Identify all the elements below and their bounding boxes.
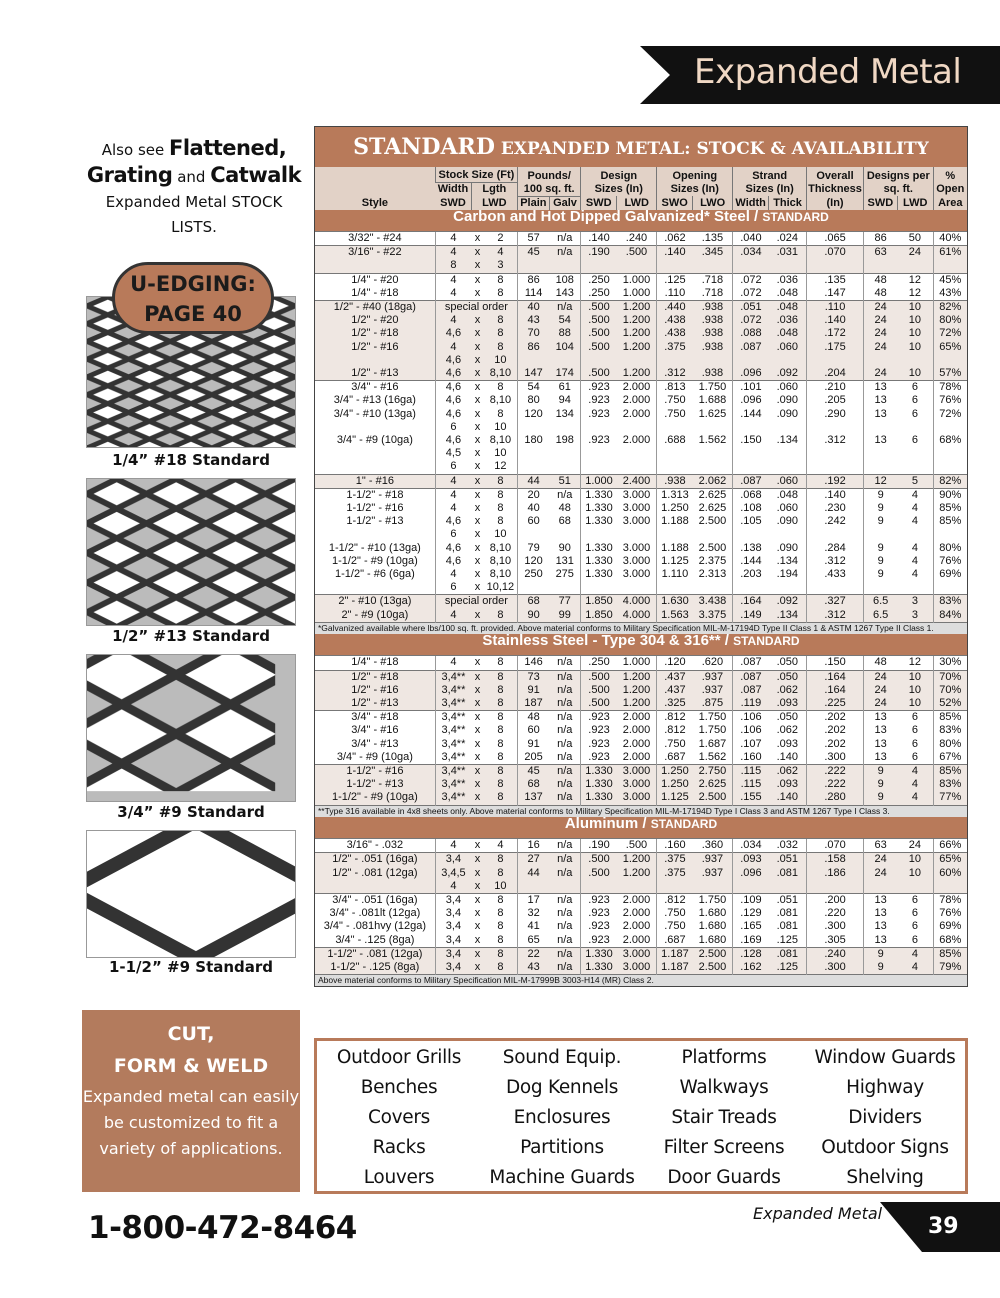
- header-style: Style: [315, 167, 435, 210]
- application-item: Shelving: [846, 1167, 924, 1188]
- material-group-header: Stainless Steel - Type 304 & 316** / STANDARD: [315, 634, 967, 656]
- footer-section-name: Expanded Metal: [753, 1204, 883, 1223]
- application-item: Machine Guards: [489, 1167, 635, 1188]
- application-item: Door Guards: [667, 1167, 781, 1188]
- application-item: Outdoor Grills: [336, 1047, 462, 1068]
- page-number: 39: [928, 1214, 959, 1239]
- mesh-sample-image-4: [86, 830, 296, 958]
- table-row: 1/2" - .081 (12ga) 3,4,5 x 8 44 n/a .500 1.200 .375 .937 .096 .081 .186 24 10 60%: [315, 867, 967, 880]
- mesh-sample-image-3: [86, 654, 296, 802]
- stock-availability-table: [314, 126, 968, 987]
- application-item: Window Guards: [814, 1047, 956, 1068]
- table-row: 3/4" - #10 (13ga) 4,6 x 8 120 134 .923 2.000 .750 1.625 .144 .090 .290 13 6 72%: [315, 408, 967, 421]
- table-footnote: Above material conforms to Military Specification MIL-M-17999B 3003-H14 (MR) Class 2.: [315, 975, 967, 987]
- table-row: 1-1/2" - .081 (12ga) 3,4 x 8 22 n/a 1.330 3.000 1.187 2.500 .128 .081 .240 9 4 85%: [315, 947, 967, 961]
- application-item: Platforms: [681, 1047, 767, 1068]
- header-designs-per: Designs per: [864, 167, 934, 183]
- application-item: Sound Equip.: [502, 1047, 622, 1068]
- table-row: 6 x 10: [315, 528, 967, 541]
- applications-list: [314, 1038, 968, 1194]
- table-row: 3/16" - .032 4 x 4 16 n/a .190 .500 .160 .360 .034 .032 .070 63 24 66%: [315, 839, 967, 853]
- mesh-sample-image-2: [86, 478, 296, 626]
- header-overall: Overall Thickness: [807, 167, 864, 196]
- table-row: 1/4" - #20 4 x 8 86 108 .250 1.000 .125 .718 .072 .036 .135 48 12 45%: [315, 273, 967, 287]
- table-row: 1/2" - #16 4 x 8 86 104 .500 1.200 .375 .938 .087 .060 .175 24 10 65%: [315, 341, 967, 354]
- table-row: 3/4" - .051 (16ga) 3,4 x 8 17 n/a .923 2.000 .812 1.750 .109 .051 .200 13 6 78%: [315, 893, 967, 907]
- table-row: 3/16" - #22 4 x 4 45 n/a .190 .500 .140 .345 .034 .031 .070 63 24 61%: [315, 246, 967, 260]
- table-row: 3/32" - #24 4 x 2 57 n/a .140 .240 .062 .135 .040 .024 .065 86 50 40%: [315, 232, 967, 246]
- table-row: 1/2" - .051 (16ga) 3,4 x 8 27 n/a .500 1.200 .375 .937 .093 .051 .158 24 10 65%: [315, 853, 967, 867]
- table-row: 1" - #16 4 x 8 44 51 1.000 2.400 .938 2.062 .087 .060 .192 12 5 82%: [315, 474, 967, 488]
- table-row: 1/4" - #18 4 x 8 146 n/a .250 1.000 .120 .620 .087 .050 .150 48 12 30%: [315, 656, 967, 670]
- table-row: 1-1/2" - #13 3,4** x 8 68 n/a 1.330 3.000 1.250 2.625 .115 .093 .222 9 4 83%: [315, 778, 967, 791]
- table-row: 1/2" - #13 4,6 x 8,10 147 174 .500 1.200 .312 .938 .096 .092 .204 24 10 57%: [315, 367, 967, 381]
- table-row: 6 x 12: [315, 460, 967, 474]
- cut-form-weld-panel: CUT, FORM & WELD Expanded metal can easily be customized to fit a variety of applications.: [82, 1010, 300, 1192]
- application-item: Stair Treads: [671, 1107, 777, 1128]
- table-row: 3/4" - #13 3,4** x 8 91 n/a .923 2.000 .750 1.687 .107 .093 .202 13 6 80%: [315, 738, 967, 751]
- table-footnote: *Galvanized available where lbs/100 sq. ft. provided. Above material conforms to Military Specification MIL-M-17194D Type II Class 1 & ASTM 1267 Type II Class 1.: [315, 622, 967, 634]
- application-item: Walkways: [679, 1077, 769, 1098]
- table-row: 3/4" - #9 (10ga) 3,4** x 8 205 n/a .923 2.000 .687 1.562 .160 .140 .300 13 6 67%: [315, 751, 967, 765]
- table-row: 1/2" - #20 4 x 8 43 54 .500 1.200 .438 .938 .072 .036 .140 24 10 80%: [315, 314, 967, 327]
- table-row: 1-1/2" - #9 (10ga) 3,4** x 8 137 n/a 1.330 3.000 1.125 2.500 .155 .140 .280 9 4 77%: [315, 791, 967, 805]
- table-row: 3/4" - #13 (16ga) 4,6 x 8,10 80 94 .923 2.000 .750 1.688 .096 .090 .205 13 6 76%: [315, 394, 967, 407]
- table-row: 1-1/2" - #9 (10ga) 4,6 x 8,10 120 131 1.330 3.000 1.125 2.375 .144 .134 .312 9 4 76%: [315, 555, 967, 568]
- application-item: Outdoor Signs: [821, 1137, 949, 1158]
- see-also-note: Also see Flattened, Grating and Catwalk Expanded Metal STOCK LISTS.: [86, 136, 302, 236]
- table-row: 1-1/2" - #16 4 x 8 40 48 1.330 3.000 1.250 2.625 .108 .060 .230 9 4 85%: [315, 502, 967, 515]
- table-row: 1-1/2" - #16 3,4** x 8 45 n/a 1.330 3.000 1.250 2.750 .115 .062 .222 9 4 85%: [315, 765, 967, 779]
- header-pounds: Pounds/: [518, 167, 581, 183]
- table-row: 1-1/2" - .125 (8ga) 3,4 x 8 43 n/a 1.330 3.000 1.187 2.500 .162 .125 .300 9 4 79%: [315, 961, 967, 975]
- page-title: Expanded Metal: [694, 52, 962, 92]
- application-item: Covers: [367, 1107, 430, 1128]
- material-group-header: Aluminum / STANDARD: [315, 817, 967, 839]
- table-row: 1/2" - #16 3,4** x 8 91 n/a .500 1.200 .437 .937 .087 .062 .164 24 10 70%: [315, 684, 967, 697]
- application-item: Louvers: [363, 1167, 435, 1188]
- header-open-area: % Open: [933, 167, 967, 196]
- application-item: Racks: [372, 1137, 426, 1158]
- table-row: 2" - #10 (13ga) special order 68 77 1.850 4.000 1.630 3.438 .164 .092 .327 6.5 3 83%: [315, 595, 967, 609]
- stock-table-body: [315, 210, 967, 987]
- application-item: Partitions: [520, 1137, 604, 1158]
- table-row: 3/4" - #9 (10ga) 4,6 x 8,10 180 198 .923 2.000 .688 1.562 .150 .134 .312 13 6 68%: [315, 434, 967, 447]
- header-stock-size: Stock Size (Ft): [435, 167, 517, 183]
- table-row: 8 x 3: [315, 259, 967, 273]
- application-item: Dog Kennels: [505, 1077, 619, 1098]
- table-row: 1-1/2" - #10 (13ga) 4,6 x 8,10 79 90 1.330 3.000 1.188 2.500 .138 .090 .284 9 4 80%: [315, 542, 967, 555]
- table-row: 3/4" - .081lt (12ga) 3,4 x 8 32 n/a .923 2.000 .750 1.680 .129 .081 .220 13 6 76%: [315, 907, 967, 920]
- table-row: 3/4" - #18 3,4** x 8 48 n/a .923 2.000 .812 1.750 .106 .050 .202 13 6 85%: [315, 711, 967, 725]
- table-row: 6 x 10: [315, 421, 967, 434]
- header-strand: Strand: [733, 167, 807, 183]
- table-row: 4,6 x 10: [315, 354, 967, 367]
- application-item: Highway: [846, 1077, 924, 1098]
- table-row: 1-1/2" - #13 4,6 x 8 60 68 1.330 3.000 1.188 2.500 .105 .090 .242 9 4 85%: [315, 515, 967, 528]
- application-item: Dividers: [848, 1107, 922, 1128]
- mesh-caption-4: 1-1/2” #9 Standard: [108, 958, 274, 976]
- table-row: 4 x 10: [315, 880, 967, 894]
- table-row: 3/4" - #16 4,6 x 8 54 61 .923 2.000 .813 1.750 .101 .060 .210 13 6 78%: [315, 381, 967, 395]
- application-item: Benches: [360, 1077, 438, 1098]
- table-row: 6 x 10,12: [315, 581, 967, 595]
- table-row: 2" - #9 (10ga) 4 x 8 90 99 1.850 4.000 1.563 3.375 .149 .134 .312 6.5 3 84%: [315, 609, 967, 623]
- stock-table: Style Stock Size (Ft) Pounds/ Design Opening Strand Overall Thickness Designs per % Open Width Lgth 100 sq. ft. Sizes (In) Sizes (In) Sizes (In) sq. ft. SWD LWD Plain Galv SWD LWD SWO LWO Width Thick (In) SWD LWD Area Carbon and Hot Dipped Galvanized* Steel / STANDARD 3/32" - #24 4 x 2 57 n/a .140 .240 .062 .135 .040 .024 .065 86 50 40% 3/16" - #22 4 x 4 45 n/a .190 .500 .140 .345 .034 .031 .070 63 24 61% 8 x 3 1/4" - #20 4 x 8 86 108 .250 1.000 .125 .718 .072 .036 .135 48 12 45% 1/4" - #18 4 x 8 114 143 .250 1.000 .110 .718 .072 .048 .147 48 12 43% 1/2" - #40 (18ga) special order 40 n/a .500 1.200 .440 .938 .051 .048 .110 24 10 82% 1/2" - #20 4 x 8 43 54 .500 1.200 .438 .938 .072 .036 .140 24 10 80% 1/2" - #18 4,6 x 8 70 88 .500 1.200 .438 .938 .088 .048 .172 24 10 72% 1/2" - #16 4 x 8 86 104 .500 1.200 .375 .938 .087 .060 .175 24 10 65% 4,6 x 10 1/2" - #13 4,6 x 8,10 147 174 .500 1.200 .312 .938 .096 .092 .204 24 10 57% 3/4" - #16 4,6 x 8 54 61 .923 2.000 .813 1.750 .101 .060 .210 13 6 78% 3/4" - #13 (16ga) 4,6 x 8,10 80 94 .923 2.000 .750 1.688 .096 .090 .205 13 6 76% 3/4" - #10 (13ga) 4,6 x 8 120 134 .923 2.000 .750 1.625 .144 .090 .290 13 6 72% 6 x 10 3/4" - #9 (10ga) 4,6 x 8,10 180 198 .923 2.000 .688 1.562 .150 .134 .312 13 6 68% 4,5 x 10 6 x 12 1" - #16 4 x 8 44 51 1.000 2.400 .938 2.062 .087 .060 .192 12 5 82% 1-1/2" - #18 4 x 8 20 n/a 1.330 3.000 1.313 2.625 .068 .048 .140 9 4 90% 1-1/2" - #16 4 x 8 40 48 1.330 3.000 1.250 2.625 .108 .060 .230 9 4 85% 1-1/2" - #13 4,6 x 8 60 68 1.330 3.000 1.188 2.500 .105 .090 .242 9 4 85% 6 x 10 1-1/2" - #10 (13ga) 4,6 x 8,10 79 90 1.330 3.000 1.188 2.500 .138 .090 .284 9 4 80% 1-1/2" - #9 (10ga) 4,6 x 8,10 120 131 1.330 3.000 1.125 2.375 .144 .134 .312 9 4 76% 1-1/2" - #6 (6ga) 4 x 8,10 250 275 1.330 3.000 1.110 2.313 .203 .194 .433 9 4 69% 6 x 10,12 2" - #10 (13ga) special order 68 77 1.850 4.000 1.630 3.438 .164 .092 .327 6.5 3 83% 2" - #9 (10ga) 4 x 8 90 99 1.850 4.000 1.563 3.375 .149 .134 .312 6.5 3 84% *Galvanized available where lbs/100 sq. ft. provided. Above material conforms to Military Specification MIL-M-17194D Type II Class 1 & ASTM 1267 Type II Class 1. Stainless Steel - Type 304 & 316** / STANDARD 1/4" - #18 4 x 8 146 n/a .250 1.000 .120 .620 .087 .050 .150 48 12 30% 1/2" - #18 3,4** x 8 73 n/a .500 1.200 .437 .937 .087 .050 .164 24 10 70% 1/2" - #16 3,4** x 8 91 n/a .500 1.200 .437 .937 .087 .062 .164 24 10 70% 1/2" - #13 3,4** x 8 187 n/a .500 1.200 .325 .875 .119 .093 .225 24 10 52% 3/4" - #18 3,4** x 8 48 n/a .923 2.000 .812 1.750 .106 .050 .202 13 6 85% 3/4" - #16 3,4** x 8 60 n/a .923 2.000 .812 1.750 .106 .062 .202 13 6 83% 3/4" - #13 3,4** x 8 91 n/a .923 2.000 .750 1.687 .107 .093 .202 13 6 80% 3/4" - #9 (10ga) 3,4** x 8 205 n/a .923 2.000 .687 1.562 .160 .140 .300 13 6 67% 1-1/2" - #16 3,4** x 8 45 n/a 1.330 3.000 1.250 2.750 .115 .062 .222 9 4 85% 1-1/2" - #13 3,4** x 8 68 n/a 1.330 3.000 1.250 2.625 .115 .093 .222 9 4 83% 1-1/2" - #9 (10ga) 3,4** x 8 137 n/a 1.330 3.000 1.125 2.500 .155 .140 .280 9 4 77% **Type 316 available in 4x8 sheets only. Above material conforms to Military Specification MIL-M-17194D Type I Class 3 and ASTM 1267 Type I Class 3. Aluminum / STANDARD 3/16" - .032 4 x 4 16 n/a .190 .500 .160 .360 .034 .032 .070 63 24 66% 1/2" - .051 (16ga) 3,4 x 8 27 n/a .500 1.200 .375 .937 .093 .051 .158 24 10 65% 1/2" - .081 (12ga) 3,4,5 x 8 44 n/a .500 1.200 .375 .937 .096 .081 .186 24 10 60% 4 x 10 3/4" - .051 (16ga) 3,4 x 8 17 n/a .923 2.000 .812 1.750 .109 .051 .200 13 6 78% 3/4" - .081lt (12ga) 3,4 x 8 32 n/a .923 2.000 .750 1.680 .129 .081 .220 13 6 76% 3/4" - .081hvy (12ga) 3,4 x 8 41 n/a .923 2.000 .750 1.680 .165 .081 .300 13 6 69% 3/4" - .125 (8ga) 3,4 x 8 65 n/a .923 2.000 .687 1.680 .169 .125 .305 13 6 68% 1-1/2" - .081 (12ga) 3,4 x 8 22 n/a 1.330 3.000 1.187 2.500 .128 .081 .240 9 4 85% 1-1/2" - .125 (8ga) 3,4 x 8 43 n/a 1.330 3.000 1.187 2.500 .162 .125 .300 9 4 79% Above material conforms to Military Specification MIL-M-17999B 3003-H14 (MR) Class 2.: [315, 167, 967, 986]
- application-item: Enclosures: [513, 1107, 611, 1128]
- table-row: 1/2" - #40 (18ga) special order 40 n/a .500 1.200 .440 .938 .051 .048 .110 24 10 82%: [315, 301, 967, 315]
- mesh-caption-1: 1/4” #18 Standard: [112, 451, 270, 469]
- table-row: 1/2" - #18 4,6 x 8 70 88 .500 1.200 .438 .938 .088 .048 .172 24 10 72%: [315, 327, 967, 340]
- table-row: 1/2" - #18 3,4** x 8 73 n/a .500 1.200 .437 .937 .087 .050 .164 24 10 70%: [315, 670, 967, 684]
- application-item: Filter Screens: [663, 1137, 785, 1158]
- table-row: 3/4" - .125 (8ga) 3,4 x 8 65 n/a .923 2.000 .687 1.680 .169 .125 .305 13 6 68%: [315, 934, 967, 948]
- phone-number[interactable]: 1-800-472-8464: [88, 1210, 357, 1246]
- material-group-header: Carbon and Hot Dipped Galvanized* Steel / STANDARD: [315, 210, 967, 232]
- header-opening: Opening: [657, 167, 733, 183]
- table-row: 3/4" - .081hvy (12ga) 3,4 x 8 41 n/a .923 2.000 .750 1.680 .165 .081 .300 13 6 69%: [315, 920, 967, 933]
- header-design: Design: [581, 167, 657, 183]
- table-row: 3/4" - #16 3,4** x 8 60 n/a .923 2.000 .812 1.750 .106 .062 .202 13 6 83%: [315, 724, 967, 737]
- table-row: 1-1/2" - #18 4 x 8 20 n/a 1.330 3.000 1.313 2.625 .068 .048 .140 9 4 90%: [315, 488, 967, 502]
- mesh-caption-3: 3/4” #9 Standard: [117, 803, 265, 821]
- table-row: 1/4" - #18 4 x 8 114 143 .250 1.000 .110 .718 .072 .048 .147 48 12 43%: [315, 287, 967, 301]
- table-footnote: **Type 316 available in 4x8 sheets only. Above material conforms to Military Specification MIL-M-17194D Type I Class 3 and ASTM 1267 Type I Class 3.: [315, 805, 967, 817]
- mesh-caption-2: 1/2” #13 Standard: [112, 627, 270, 645]
- u-edging-badge[interactable]: U-EDGING: PAGE 40: [112, 262, 274, 334]
- table-row: 1/2" - #13 3,4** x 8 187 n/a .500 1.200 .325 .875 .119 .093 .225 24 10 52%: [315, 697, 967, 711]
- table-row: 1-1/2" - #6 (6ga) 4 x 8,10 250 275 1.330 3.000 1.110 2.313 .203 .194 .433 9 4 69%: [315, 568, 967, 581]
- table-row: 4,5 x 10: [315, 447, 967, 460]
- table-title: STANDARD EXPANDED METAL: STOCK & AVAILABILITY: [315, 127, 967, 167]
